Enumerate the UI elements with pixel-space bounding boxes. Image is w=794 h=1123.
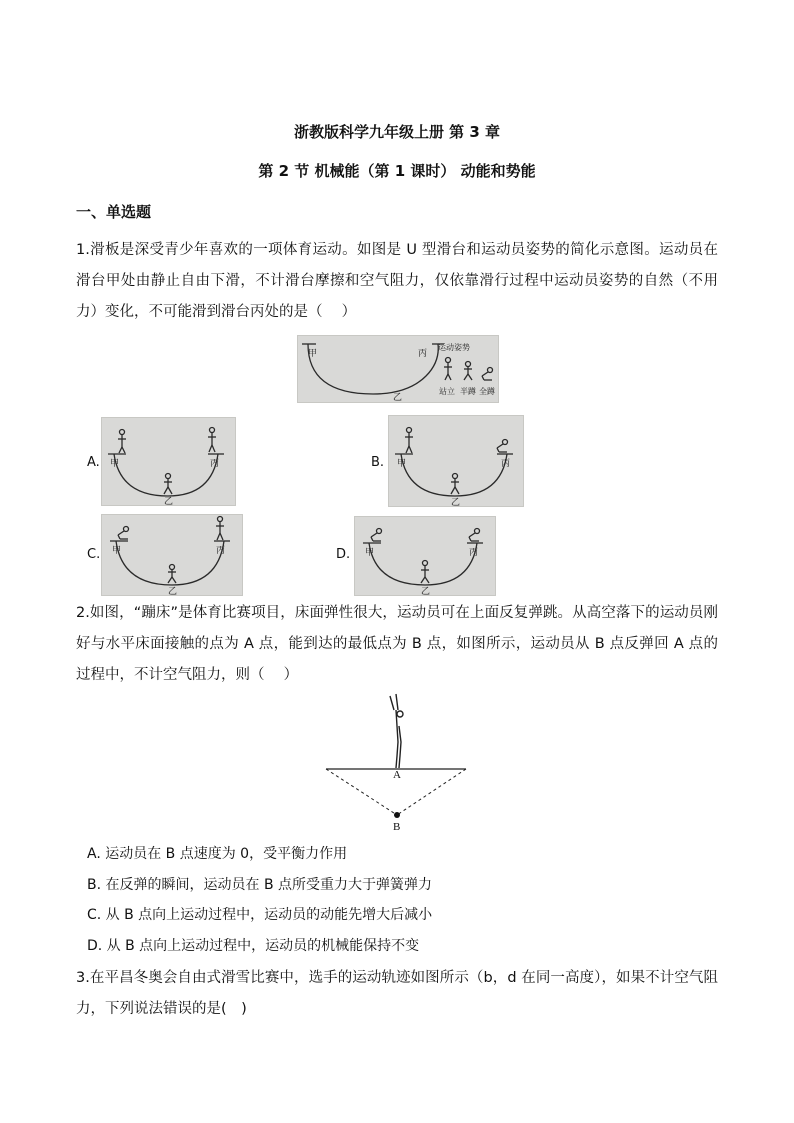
question-3-text: 3.在平昌冬奥会自由式滑雪比赛中，选手的运动轨迹如图所示（b，d 在同一高度），如果不计空气阻力，下列说法错误的是( ) [76,970,718,1017]
svg-text:甲: 甲 [397,459,407,469]
point-b-label: B [393,821,401,833]
option-b-label: B. [371,455,385,470]
option-d-label: D. [336,547,351,562]
dashed-line-left [326,769,397,815]
svg-text:丙: 丙 [501,459,511,469]
option-c-figure [101,514,243,596]
svg-text:甲: 甲 [112,546,122,556]
option-b-figure [388,415,524,507]
q1-main-figure [297,335,499,403]
option-c-label: C. [87,547,101,562]
svg-text:乙: 乙 [451,498,461,506]
q2-option-b: B. 在反弹的瞬间，运动员在 B 点所受重力大于弹簧弹力 [87,877,433,893]
section-heading: 一、单选题 [76,203,152,221]
q2-trampoline-figure [320,692,470,834]
q2-option-a: A. 运动员在 B 点速度为 0，受平衡力作用 [87,846,348,862]
q2-option-d: D. 从 B 点向上运动过程中，运动员的机械能保持不变 [87,938,420,954]
option-d-figure [354,516,496,596]
q2-option-c: C. 从 B 点向上运动过程中，运动员的动能先增大后减小 [87,907,433,923]
label-full: 全蹲 [479,387,495,396]
question-2-text: 2.如图，“蹦床”是体育比赛项目，床面弹性很大，运动员可在上面反复弹跳。从高空落下的运动员刚好与水平床面接触的点为 A 点，能到达的最低点为 B 点，如图所示，运动员从 B 点反弹回 A 点的过程中，不计空气阻力，则（ ） [76,605,718,683]
svg-text:甲: 甲 [365,548,375,558]
svg-text:乙: 乙 [421,587,431,595]
option-a-label: A. [87,455,100,470]
svg-text:甲: 甲 [110,459,120,469]
dashed-line-right [397,769,466,815]
stand-figure-icon [444,358,452,381]
svg-text:丙: 丙 [216,546,226,556]
label-stand: 站立 [439,387,455,396]
label-yi: 乙 [393,393,403,402]
label-jia: 甲 [308,349,318,359]
athlete-figure-icon [390,694,403,768]
lesson-subtitle: 第 2 节 机械能（第 1 课时） 动能和势能 [258,162,536,180]
full-squat-figure-icon [482,368,493,381]
label-bing: 丙 [418,349,428,359]
svg-text:乙: 乙 [168,587,178,595]
question-1-text: 1.滑板是深受青少年喜欢的一项体育运动。如图是 U 型滑台和运动员姿势的简化示意图。运动员在滑台甲处由静止自由下滑，不计滑台摩擦和空气阻力，仅依靠滑行过程中运动员姿势的自然（不用力）变化，不可能滑到滑台丙处的是（ ） [76,242,718,320]
svg-text:丙: 丙 [469,548,479,558]
point-b-dot [394,812,400,818]
point-a-label: A [393,769,401,781]
document-title: 浙教版科学九年级上册 第 3 章 [293,123,501,141]
option-a-figure [101,417,236,506]
postures-title: 运动姿势 [438,343,470,352]
svg-text:乙: 乙 [164,497,174,505]
svg-text:丙: 丙 [210,459,220,469]
label-half: 半蹲 [460,387,476,396]
half-squat-figure-icon [464,362,472,381]
